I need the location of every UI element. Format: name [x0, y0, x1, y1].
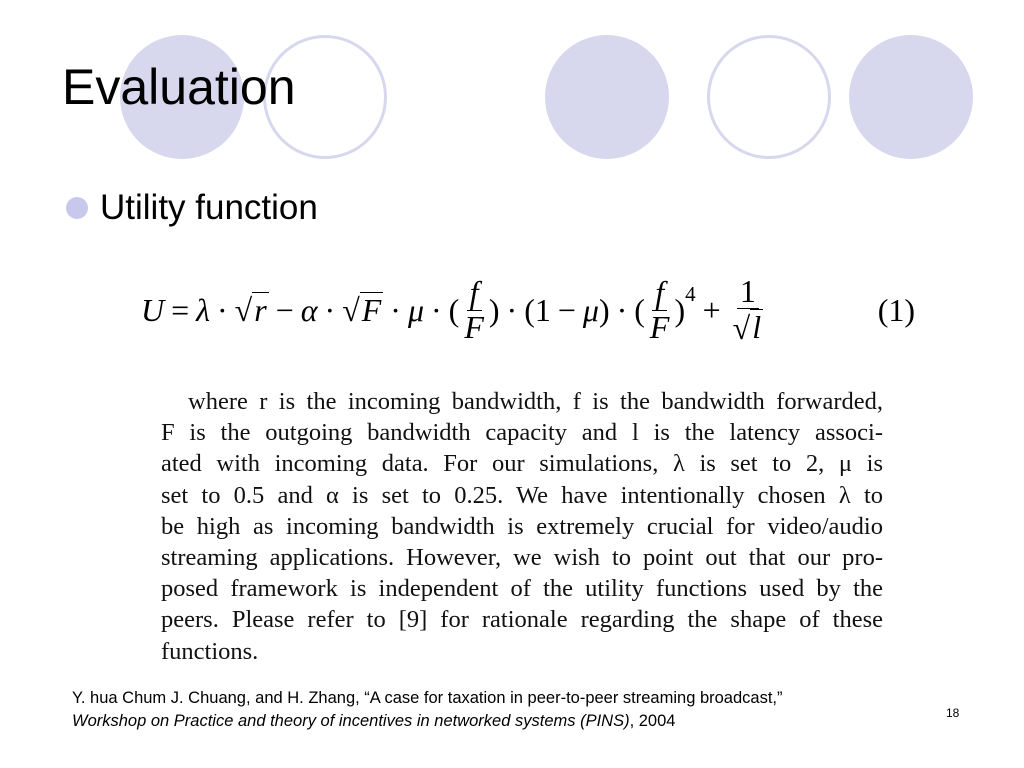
paragraph-line: where r is the incoming bandwidth, f is the bandwidth forwarded, — [188, 388, 883, 415]
eq-rparen: ) — [674, 291, 686, 328]
sqrt-sign: √ — [342, 291, 360, 328]
paragraph-line: posed framework is independent of the utility functions used by the — [161, 575, 883, 603]
eq-minus: − — [557, 291, 576, 328]
eq-symbol-alpha: α — [300, 291, 318, 328]
eq-minus: − — [275, 291, 294, 328]
citation-authors-title: Y. hua Chum J. Chuang, and H. Zhang, “A case for taxation in peer-to-peer streaming broadcast,” — [72, 689, 783, 707]
paragraph-line: ated with incoming data. For our simulations, λ is set to 2, μ is — [161, 450, 883, 478]
eq-dot: · — [431, 291, 442, 328]
sqrt-sign: √ — [732, 309, 751, 346]
eq-dot: · — [217, 291, 228, 328]
eq-dot: · — [616, 291, 628, 328]
paragraph-line: be high as incoming bandwidth is extremely crucial for video/audio — [161, 512, 883, 540]
eq-one: 1 — [737, 275, 759, 310]
utility-equation — [141, 270, 931, 350]
paragraph-line: functions. — [161, 637, 259, 665]
citation-year: , 2004 — [629, 712, 676, 730]
eq-symbol-mu: μ — [407, 291, 425, 328]
eq-lparen: ( — [448, 291, 460, 328]
bullet-item — [66, 190, 318, 225]
eq-fraction-f-over-F — [461, 273, 487, 345]
equation-body — [141, 270, 768, 350]
paragraph-line: F is the outgoing bandwidth capacity and l is the latency associ- — [161, 419, 883, 447]
citation-venue: Workshop on Practice and theory of incentives in networked systems (PINS) — [72, 712, 630, 730]
bullet-dot-icon — [66, 197, 88, 219]
eq-dot: · — [506, 291, 518, 328]
eq-symbol-mu: μ — [582, 291, 599, 328]
eq-symbol-F: F — [361, 292, 382, 329]
decorative-circle-filled — [849, 35, 973, 159]
eq-fraction-one-over-sqrt-l — [730, 272, 766, 346]
eq-one: 1 — [534, 291, 551, 328]
eq-plus: + — [702, 291, 721, 328]
eq-symbol-F: F — [464, 308, 484, 345]
eq-symbol-f: f — [652, 276, 667, 311]
paragraph-line: set to 0.5 and α is set to 0.25. We have intentionally chosen λ to — [161, 481, 883, 509]
bullet-text: Utility function — [100, 188, 318, 227]
eq-symbol-l: l — [752, 309, 762, 346]
paragraph-line: streaming applications. However, we wish to point out that our pro- — [161, 544, 883, 572]
eq-equals: = — [171, 291, 190, 328]
decorative-circle-filled — [545, 35, 669, 159]
eq-sqrt-r — [235, 292, 269, 329]
eq-exponent: 4 — [685, 281, 696, 306]
eq-symbol-lambda: λ — [196, 291, 211, 328]
eq-rparen: ) — [488, 291, 500, 328]
page-number: 18 — [946, 706, 960, 720]
eq-sqrt-l — [730, 309, 766, 345]
eq-symbol-F: F — [649, 308, 670, 345]
slide-title: Evaluation — [62, 59, 296, 115]
eq-symbol-f: f — [467, 276, 482, 311]
eq-dot: · — [324, 291, 336, 328]
eq-sqrt-F — [342, 292, 383, 329]
paragraph-line: peers. Please refer to [9] for rationale regarding the shape of these — [161, 606, 883, 634]
decorative-circle-ring — [707, 35, 831, 159]
eq-lparen: ( — [634, 291, 645, 328]
citation — [72, 687, 952, 733]
eq-symbol-r: r — [254, 292, 267, 329]
eq-symbol-U: U — [141, 291, 165, 328]
eq-fraction-f-over-F — [647, 273, 673, 345]
citation-source — [72, 710, 952, 733]
equation-number: (1) — [877, 292, 915, 328]
eq-lparen: ( — [524, 291, 535, 328]
sqrt-sign: √ — [234, 291, 253, 328]
eq-dot: · — [390, 291, 401, 328]
eq-rparen: ) — [598, 291, 610, 328]
paper-excerpt — [161, 386, 883, 667]
